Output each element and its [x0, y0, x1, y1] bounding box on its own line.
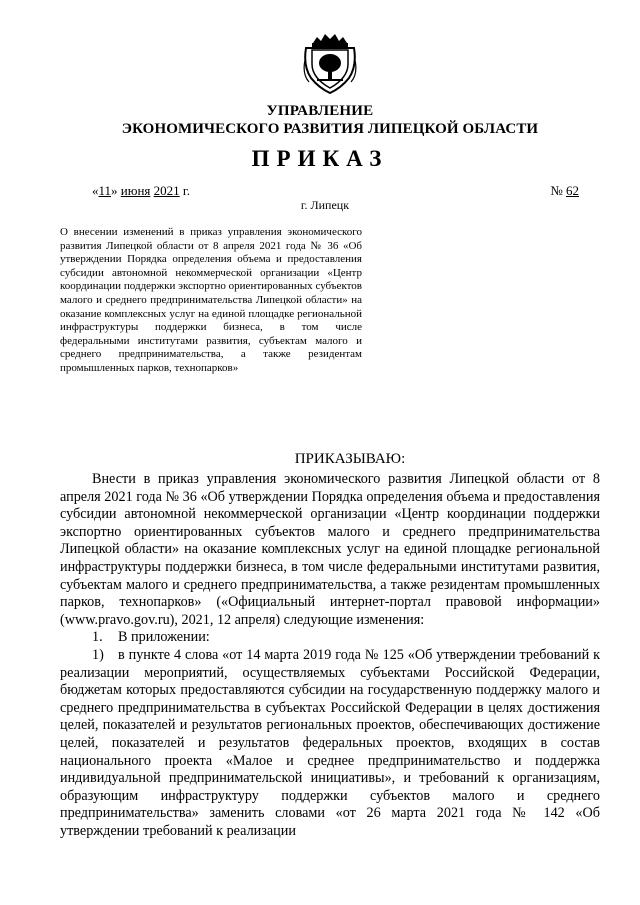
order-number: № 62: [550, 183, 579, 198]
organization-name-line1: УПРАВЛЕНИЕ: [266, 103, 374, 119]
intro-paragraph: Внести в приказ управления экономического развития Липецкой области от 8 апреля 2021 года № 36 «Об утверждении Порядка определения объема и предоставления субсидии автономной некоммерческой организации «Центр координации поддержки экспортно ориентированных субъектов малого и среднего предпринимательства Липецкой области» на оказание комплексных услуг на единой площадке региональной инфраструктуры поддержки бизнеса, в том числе федеральными институтами развития, субъектам малого и среднего предпринимательства, а также резидентам промышленных парков, технопарков» («Официальный интернет-портал правовой информации» (www.pravo.gov.ru), 2021, 12 апреля) следующие изменения:: [60, 471, 600, 628]
organization-name-line2: ЭКОНОМИЧЕСКОГО РАЗВИТИЯ ЛИПЕЦКОЙ ОБЛАСТИ: [121, 121, 539, 137]
sub-item-text: в пункте 4 слова «от 14 марта 2019 года № 125 «Об утверждении требований к реализации мероприятий, осуществляемых субъектами Российской Федерации, бюджетам которых предоставляются субсидии на государственную поддержку малого и среднего предпринимательства в субъектах Российской Федерации в целях достижения целей, показателей и результатов региональных проектов, обеспечивающих достижение целей, показателей и результатов федеральных проектов, входящих в состав национального проекта «Малое и среднее предпринимательство и поддержка индивидуальной предпринимательской инициативы», и требований к организациям, образующим инфраструктуру поддержки субъектов малого и среднего предпринимательства» заменить словами «от 26 марта 2021 года № 142 «Об утверждении требований к реализации: [60, 646, 600, 839]
sub-item-paragraph: [60, 647, 600, 841]
order-subject: О внесении изменений в приказ управления экономического развития Липецкой области от 8 апреля 2021 года № 36 «Об утверждении Порядка определения объема и предоставления субсидии автономной некоммерческой организации «Центр координации поддержки экспортно ориентированных субъектов малого и среднего предпринимательства Липецкой области» на оказание комплексных услуг на единой площадке региональной инфраструктуры поддержки бизнеса, в том числе федеральными институтами развития, субъектам малого и среднего предпринимательства, а также резидентам промышленных парков, технопарков»: [60, 226, 362, 374]
document-type-title: ПРИКАЗ: [251, 146, 389, 171]
sub-item-number: 1): [92, 646, 104, 663]
order-word: ПРИКАЗЫВАЮ:: [294, 451, 406, 467]
order-body: [60, 471, 600, 840]
order-date: «11» июня 2021 г.: [92, 183, 191, 198]
list-item: [60, 629, 600, 647]
city-name: г. Липецк: [300, 198, 350, 212]
item-text: В приложении:: [118, 629, 210, 646]
item-number: 1.: [92, 629, 103, 646]
coat-of-arms-emblem: [303, 30, 357, 96]
